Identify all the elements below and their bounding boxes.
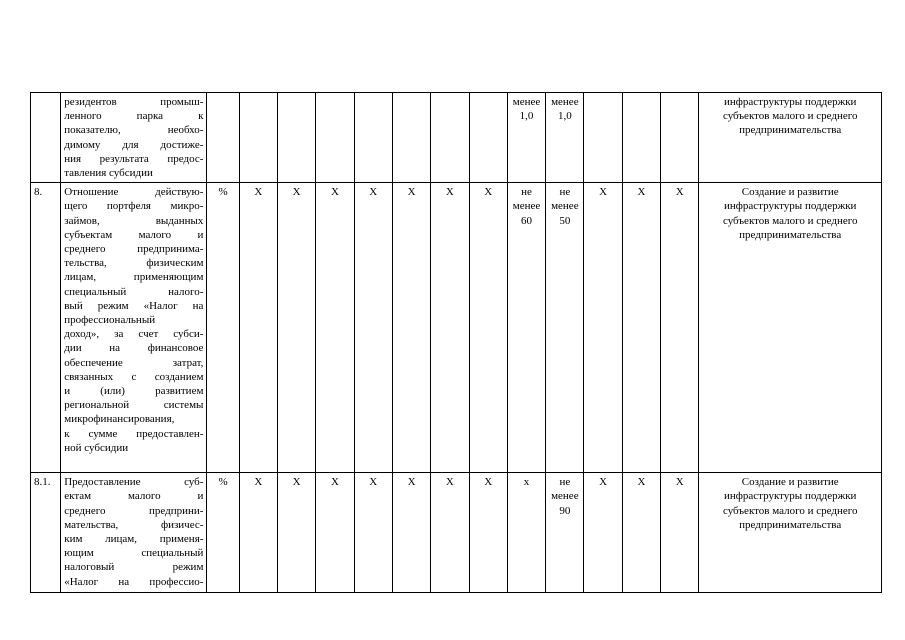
cell-line: Предоставление суб- xyxy=(64,476,204,489)
cell-line: предпринимательства xyxy=(739,228,842,241)
value-cell xyxy=(277,93,315,183)
value-cell: X xyxy=(354,473,392,593)
cell-line: менее xyxy=(512,96,541,108)
unit-cell: % xyxy=(207,183,239,473)
cell-line: субъектов малого и среднего xyxy=(722,110,858,123)
cell-line: 1,0 xyxy=(557,110,572,123)
cell-line: не xyxy=(521,186,532,199)
cell-line: микрофинансирования, xyxy=(64,413,175,426)
cell-line: «Налог на профессио- xyxy=(64,575,204,588)
cell-line: налоговый режим xyxy=(64,561,204,574)
cell-line: ектам малого и xyxy=(64,490,204,503)
cell-line: инфраструктуры поддержки xyxy=(723,490,857,503)
cell-line: предпринимательства xyxy=(739,124,842,137)
value-cell: X xyxy=(316,183,354,473)
cell-line: менее xyxy=(551,490,579,503)
value-cell xyxy=(546,473,584,593)
table-row xyxy=(31,93,882,183)
value-cell: X xyxy=(392,183,430,473)
cell-line: менее xyxy=(551,96,579,108)
value-cell: X xyxy=(584,473,622,593)
value-cell: X xyxy=(239,183,277,473)
value-cell xyxy=(469,93,507,183)
value-cell: X xyxy=(584,183,622,473)
value-cell xyxy=(507,473,545,593)
cell-line: щего портфеля микро- xyxy=(64,200,204,213)
cell-line: инфраструктуры поддержки xyxy=(723,200,857,213)
value-cell: X xyxy=(661,183,699,473)
cell-line: региональной системы xyxy=(64,399,204,412)
indicator-name xyxy=(61,473,207,593)
cell-line: тавления субсидии xyxy=(64,167,153,180)
cell-line: и (или) развитием xyxy=(64,385,204,398)
cell-line: показателю, необхо- xyxy=(64,124,204,137)
cell-line: резидентов промыш- xyxy=(64,96,204,108)
value-cell: X xyxy=(622,473,660,593)
cell-line: среднего предприни- xyxy=(64,504,204,517)
row-number xyxy=(31,93,61,183)
cell-line: тельства, физическим xyxy=(64,257,204,270)
cell-line: займов, выданных xyxy=(64,214,204,227)
value-cell xyxy=(546,183,584,473)
cell-line: ной субсидии xyxy=(64,441,129,454)
row-number: 8.1. xyxy=(31,473,61,593)
program-note xyxy=(699,183,882,473)
program-note xyxy=(699,473,882,593)
table-row xyxy=(31,183,882,473)
value-cell xyxy=(584,93,622,183)
row-number: 8. xyxy=(31,183,61,473)
indicator-name xyxy=(61,93,207,183)
value-cell xyxy=(507,183,545,473)
value-cell: X xyxy=(431,183,469,473)
cell-line: ким лицам, применя- xyxy=(64,533,204,546)
table-row xyxy=(31,473,882,593)
cell-line: среднего предпринима- xyxy=(64,243,204,256)
cell-line: лицам, применяющим xyxy=(64,271,204,284)
cell-line: профессиональный xyxy=(64,314,156,327)
value-cell: X xyxy=(469,473,507,593)
value-cell: X xyxy=(661,473,699,593)
indicators-table xyxy=(30,92,882,593)
value-cell xyxy=(316,93,354,183)
value-cell: X xyxy=(277,473,315,593)
value-cell xyxy=(622,93,660,183)
cell-line: связанных с созданием xyxy=(64,370,204,383)
cell-line: мательства, физичес- xyxy=(64,518,204,531)
value-cell: X xyxy=(354,183,392,473)
value-cell: X xyxy=(469,183,507,473)
value-cell: X xyxy=(277,183,315,473)
value-cell: X xyxy=(239,473,277,593)
value-cell xyxy=(546,93,584,183)
value-cell xyxy=(431,93,469,183)
value-cell xyxy=(239,93,277,183)
cell-line: субъектов малого и среднего xyxy=(722,504,858,517)
cell-line: субъектам малого и xyxy=(64,228,204,241)
cell-line: не xyxy=(559,186,571,199)
indicator-name xyxy=(61,183,207,473)
unit-cell xyxy=(207,93,239,183)
table-body xyxy=(31,93,882,593)
value-cell: X xyxy=(622,183,660,473)
cell-line: обеспечение затрат, xyxy=(64,356,204,369)
value-cell xyxy=(354,93,392,183)
cell-line: вый режим «Налог на xyxy=(64,299,204,312)
cell-line: не xyxy=(559,476,571,489)
cell-line: предпринимательства xyxy=(739,518,842,531)
cell-line: x xyxy=(523,476,530,489)
value-cell: X xyxy=(431,473,469,593)
cell-line: димому для достиже- xyxy=(64,138,204,151)
cell-line: Отношение действую- xyxy=(64,186,204,199)
cell-line: специальный налого- xyxy=(64,285,204,298)
cell-line: к сумме предоставлен- xyxy=(64,427,204,440)
unit-cell: % xyxy=(207,473,239,593)
cell-line: Создание и развитие xyxy=(741,186,839,199)
value-cell: X xyxy=(392,473,430,593)
cell-line: доход», за счет субси- xyxy=(64,328,204,341)
value-cell: X xyxy=(316,473,354,593)
value-cell xyxy=(392,93,430,183)
cell-line: 1,0 xyxy=(519,110,534,123)
cell-line: ющим специальный xyxy=(64,547,204,560)
cell-line: инфраструктуры поддержки xyxy=(723,96,857,108)
cell-line: субъектов малого и среднего xyxy=(722,214,858,227)
cell-line: 60 xyxy=(521,214,533,227)
cell-line: менее xyxy=(551,200,579,213)
cell-line: менее xyxy=(512,200,541,213)
cell-line: Создание и развитие xyxy=(741,476,839,489)
cell-line: ния результата предос- xyxy=(64,152,204,165)
cell-line: дии на финансовое xyxy=(64,342,204,355)
cell-line: 90 xyxy=(559,504,571,517)
value-cell xyxy=(507,93,545,183)
cell-line: ленного парка к xyxy=(64,110,204,123)
program-note xyxy=(699,93,882,183)
cell-line: 50 xyxy=(559,214,571,227)
value-cell xyxy=(661,93,699,183)
